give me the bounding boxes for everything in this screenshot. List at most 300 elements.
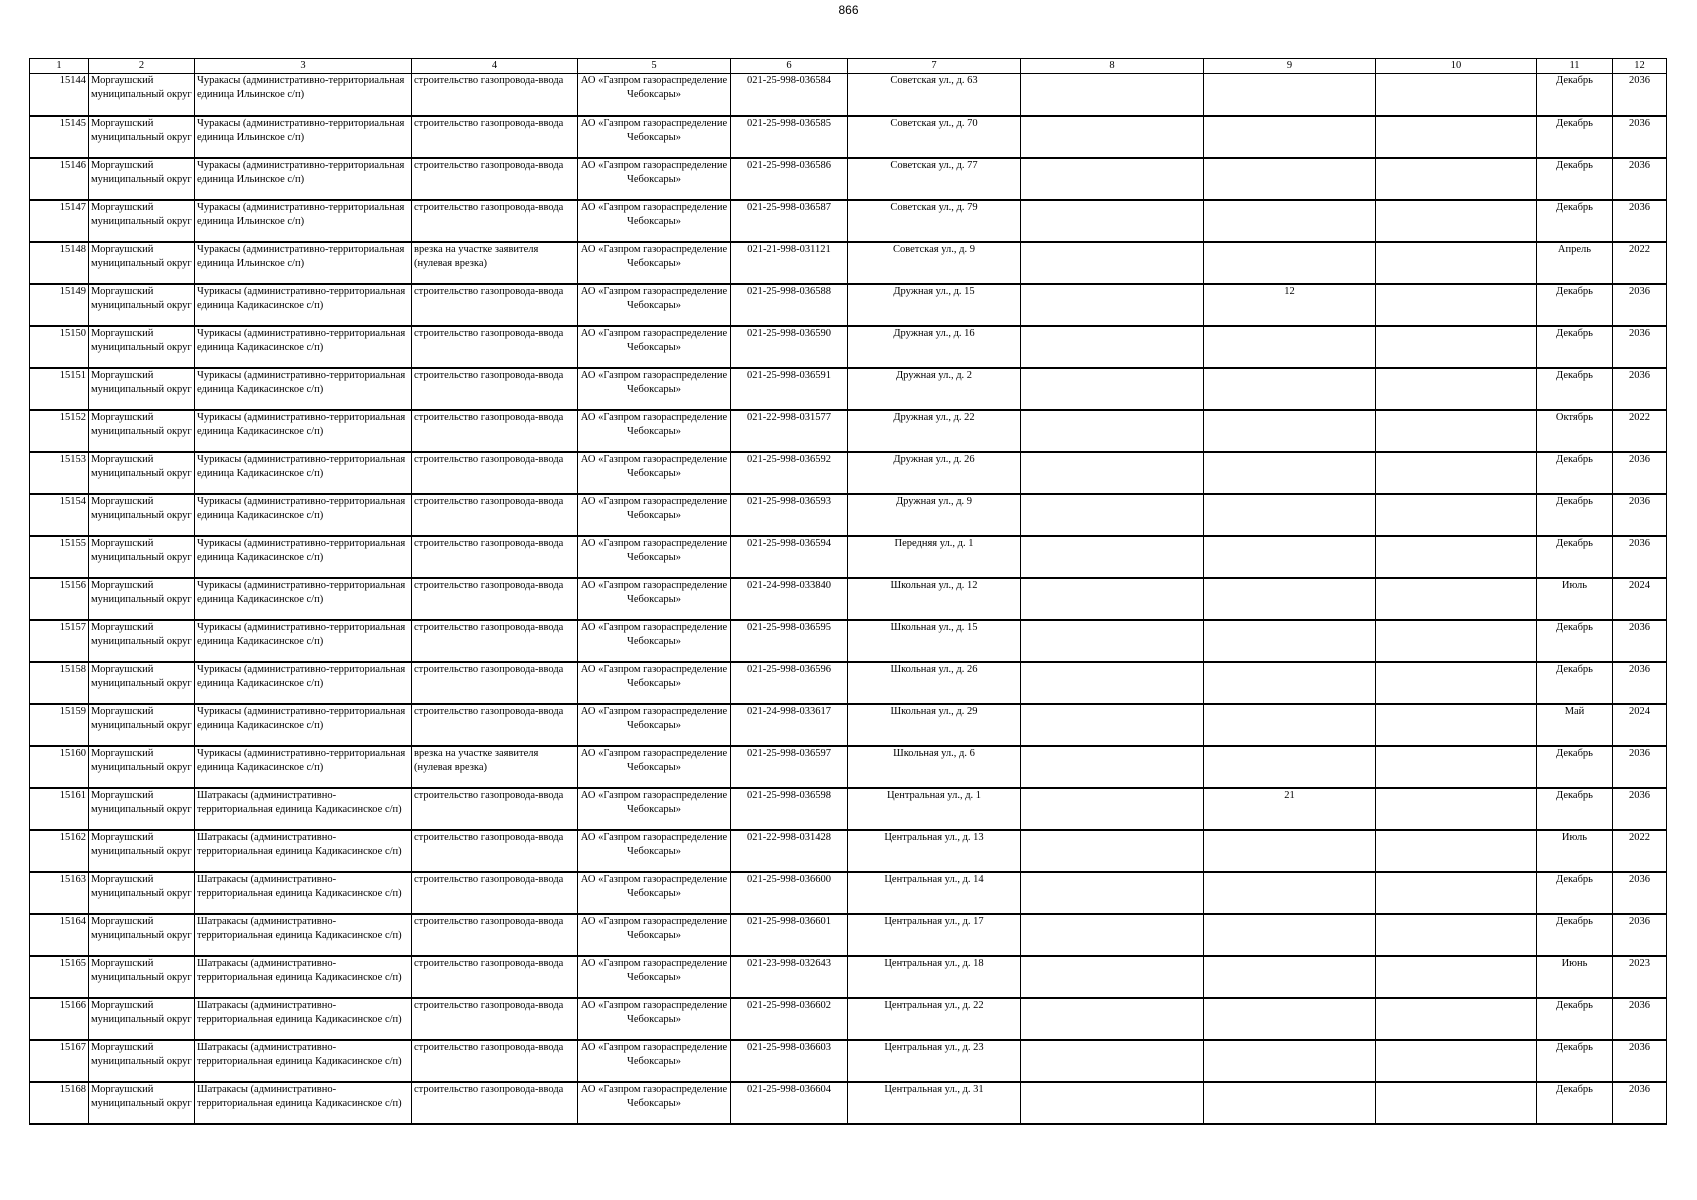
work-type-cell-text: строительство газопровода-ввода: [414, 999, 564, 1011]
district-cell: [89, 452, 195, 494]
organization-cell-text: АО «Газпром газораспределение Чебоксары»: [580, 495, 728, 521]
column-9-cell: [1204, 746, 1376, 788]
object-code-cell: [731, 662, 848, 704]
address-cell: [848, 704, 1021, 746]
column-9-cell: [1204, 242, 1376, 284]
year-cell: [1613, 662, 1667, 704]
district-cell-text: Моргаушский муниципальный округ: [91, 579, 192, 605]
object-code-cell: [731, 326, 848, 368]
object-code-cell: [731, 998, 848, 1040]
settlement-cell-text: Шатракасы (административно-территориальная единица Кадикасинское с/п): [197, 1083, 402, 1109]
column-header-12: 12: [1613, 59, 1667, 74]
object-code-cell: [731, 116, 848, 158]
organization-cell: [578, 788, 731, 830]
address-cell: [848, 158, 1021, 200]
address-cell: [848, 452, 1021, 494]
district-cell-text: Моргаушский муниципальный округ: [91, 75, 192, 100]
table-row: [30, 956, 1667, 998]
address-cell-text: Дружная ул., д. 15: [893, 285, 975, 297]
district-cell-text: Моргаушский муниципальный округ: [91, 873, 192, 899]
month-cell-text: Декабрь: [1556, 999, 1593, 1011]
month-cell: [1537, 830, 1613, 872]
settlement-cell: [195, 746, 412, 788]
record-number: [30, 788, 89, 830]
work-type-cell-text: строительство газопровода-ввода: [414, 117, 564, 129]
record-number: [30, 284, 89, 326]
object-code-cell: [731, 158, 848, 200]
object-code-cell: [731, 956, 848, 998]
district-cell-text: Моргаушский муниципальный округ: [91, 747, 192, 773]
column-10-cell: [1376, 494, 1537, 536]
column-header-2: 2: [89, 59, 195, 74]
month-cell: [1537, 998, 1613, 1040]
object-code-cell: [731, 74, 848, 116]
year-cell: [1613, 368, 1667, 410]
year-cell-text: 2036: [1629, 537, 1650, 549]
column-8-cell: [1021, 368, 1204, 410]
month-cell-text: Декабрь: [1556, 285, 1593, 297]
month-cell-text: Декабрь: [1556, 201, 1593, 213]
address-cell: [848, 284, 1021, 326]
object-code-cell: [731, 284, 848, 326]
month-cell-text: Июль: [1561, 579, 1588, 591]
object-code-cell: [731, 242, 848, 284]
column-header-3: 3: [195, 59, 412, 74]
year-cell-text: 2036: [1629, 327, 1650, 339]
month-cell-text: Декабрь: [1556, 1041, 1593, 1053]
month-cell: [1537, 284, 1613, 326]
work-type-cell: [412, 998, 578, 1040]
settlement-cell: [195, 956, 412, 998]
table-row: [30, 200, 1667, 242]
settlement-cell-text: Шатракасы (административно-территориальная единица Кадикасинское с/п): [197, 1041, 402, 1067]
month-cell-text: Декабрь: [1556, 159, 1593, 171]
address-cell: [848, 1040, 1021, 1082]
record-number: [30, 200, 89, 242]
settlement-cell: [195, 368, 412, 410]
address-cell-text: Школьная ул., д. 12: [890, 579, 978, 591]
address-cell: [848, 200, 1021, 242]
district-cell: [89, 620, 195, 662]
month-cell: [1537, 452, 1613, 494]
work-type-cell: [412, 284, 578, 326]
column-8-cell: [1021, 410, 1204, 452]
organization-cell-text: АО «Газпром газораспределение Чебоксары»: [580, 957, 728, 983]
object-code-cell-text: 021-25-998-036600: [747, 873, 831, 885]
year-cell: [1613, 536, 1667, 578]
object-code-cell: [731, 1082, 848, 1124]
record-number-text: 15152: [59, 411, 86, 423]
work-type-cell: [412, 368, 578, 410]
record-number: [30, 158, 89, 200]
address-cell: [848, 620, 1021, 662]
table-row: [30, 578, 1667, 620]
year-cell: [1613, 410, 1667, 452]
work-type-cell: [412, 74, 578, 116]
district-cell-text: Моргаушский муниципальный округ: [91, 831, 192, 857]
organization-cell-text: АО «Газпром газораспределение Чебоксары»: [580, 831, 728, 857]
column-9-cell: [1204, 452, 1376, 494]
organization-cell-text: АО «Газпром газораспределение Чебоксары»: [580, 915, 728, 941]
work-type-cell: [412, 452, 578, 494]
address-cell: [848, 998, 1021, 1040]
address-cell-text: Советская ул., д. 63: [890, 75, 978, 86]
address-cell-text: Центральная ул., д. 31: [884, 1083, 984, 1095]
address-cell-text: Советская ул., д. 79: [890, 201, 978, 213]
settlement-cell-text: Чуракасы (административно-территориальная единица Ильинское с/п): [197, 159, 405, 185]
column-9-cell: [1204, 368, 1376, 410]
year-cell-text: 2036: [1629, 663, 1650, 675]
year-cell-text: 2036: [1629, 201, 1650, 213]
year-cell: [1613, 998, 1667, 1040]
organization-cell: [578, 284, 731, 326]
object-code-cell-text: 021-25-998-036588: [747, 285, 831, 297]
column-10-cell: [1376, 914, 1537, 956]
month-cell: [1537, 116, 1613, 158]
district-cell-text: Моргаушский муниципальный округ: [91, 1041, 192, 1067]
year-cell-text: 2024: [1629, 705, 1650, 717]
organization-cell-text: АО «Газпром газораспределение Чебоксары»: [580, 873, 728, 899]
column-header-6: 6: [731, 59, 848, 74]
settlement-cell: [195, 242, 412, 284]
organization-cell-text: АО «Газпром газораспределение Чебоксары»: [580, 705, 728, 731]
settlement-cell: [195, 74, 412, 116]
organization-cell-text: АО «Газпром газораспределение Чебоксары»: [580, 1083, 728, 1109]
settlement-cell: [195, 872, 412, 914]
organization-cell: [578, 494, 731, 536]
work-type-cell-text: строительство газопровода-ввода: [414, 579, 564, 591]
object-code-cell-text: 021-25-998-036597: [747, 747, 831, 759]
object-code-cell-text: 021-24-998-033840: [747, 579, 831, 591]
work-type-cell: [412, 914, 578, 956]
column-9-cell: [1204, 410, 1376, 452]
record-number-text: 15147: [59, 201, 86, 213]
organization-cell: [578, 746, 731, 788]
work-type-cell-text: строительство газопровода-ввода: [414, 495, 564, 507]
year-cell-text: 2036: [1629, 999, 1650, 1011]
organization-cell-text: АО «Газпром газораспределение Чебоксары»: [580, 243, 728, 269]
month-cell: [1537, 326, 1613, 368]
column-10-cell: [1376, 242, 1537, 284]
record-number-text: 15166: [59, 999, 86, 1011]
work-type-cell-text: строительство газопровода-ввода: [414, 537, 564, 549]
column-8-cell: [1021, 830, 1204, 872]
work-type-cell: [412, 872, 578, 914]
organization-cell: [578, 620, 731, 662]
organization-cell: [578, 116, 731, 158]
year-cell-text: 2036: [1629, 495, 1650, 507]
address-cell-text: Центральная ул., д. 18: [884, 957, 984, 969]
month-cell: [1537, 662, 1613, 704]
settlement-cell: [195, 410, 412, 452]
district-cell-text: Моргаушский муниципальный округ: [91, 327, 192, 353]
settlement-cell: [195, 998, 412, 1040]
record-number: [30, 704, 89, 746]
settlement-cell-text: Шатракасы (административно-территориальная единица Кадикасинское с/п): [197, 789, 402, 815]
record-number: [30, 620, 89, 662]
table-row: [30, 116, 1667, 158]
settlement-cell-text: Шатракасы (административно-территориальная единица Кадикасинское с/п): [197, 873, 402, 899]
year-cell: [1613, 116, 1667, 158]
district-cell-text: Моргаушский муниципальный округ: [91, 369, 192, 395]
settlement-cell: [195, 158, 412, 200]
address-cell: [848, 1082, 1021, 1124]
table-row: [30, 452, 1667, 494]
column-10-cell: [1376, 1082, 1537, 1124]
column-9-cell: [1204, 536, 1376, 578]
address-cell-text: Дружная ул., д. 16: [893, 327, 975, 339]
year-cell-text: 2036: [1629, 915, 1650, 927]
column-10-cell: [1376, 746, 1537, 788]
column-header-5: 5: [578, 59, 731, 74]
column-header-10: 10: [1376, 59, 1537, 74]
table-row: [30, 830, 1667, 872]
object-code-cell: [731, 536, 848, 578]
object-code-cell-text: 021-25-998-036584: [747, 75, 831, 86]
table-row: [30, 494, 1667, 536]
year-cell-text: 2036: [1629, 621, 1650, 633]
column-10-cell: [1376, 662, 1537, 704]
address-cell-text: Центральная ул., д. 13: [884, 831, 984, 843]
district-cell-text: Моргаушский муниципальный округ: [91, 957, 192, 983]
column-10-cell: [1376, 326, 1537, 368]
column-8-cell: [1021, 242, 1204, 284]
district-cell: [89, 662, 195, 704]
column-8-cell: [1021, 284, 1204, 326]
organization-cell-text: АО «Газпром газораспределение Чебоксары»: [580, 117, 728, 143]
record-number: [30, 914, 89, 956]
object-code-cell-text: 021-25-998-036595: [747, 621, 831, 633]
address-cell: [848, 956, 1021, 998]
record-number-text: 15144: [59, 75, 86, 86]
district-cell-text: Моргаушский муниципальный округ: [91, 201, 192, 227]
year-cell-text: 2036: [1629, 789, 1650, 801]
settlement-cell-text: Чурикасы (административно-территориальная единица Кадикасинское с/п): [197, 747, 406, 773]
district-cell-text: Моргаушский муниципальный округ: [91, 285, 192, 311]
organization-cell-text: АО «Газпром газораспределение Чебоксары»: [580, 747, 728, 773]
organization-cell-text: АО «Газпром газораспределение Чебоксары»: [580, 453, 728, 479]
object-code-cell: [731, 200, 848, 242]
column-9-cell: [1204, 116, 1376, 158]
work-type-cell: [412, 704, 578, 746]
column-8-cell: [1021, 662, 1204, 704]
object-code-cell-text: 021-25-998-036587: [747, 201, 831, 213]
month-cell-text: Декабрь: [1556, 915, 1593, 927]
settlement-cell: [195, 536, 412, 578]
table-row: [30, 536, 1667, 578]
settlement-cell-text: Шатракасы (административно-территориальная единица Кадикасинское с/п): [197, 957, 402, 983]
record-number-text: 15163: [59, 873, 86, 885]
month-cell: [1537, 956, 1613, 998]
year-cell-text: 2036: [1629, 369, 1650, 381]
year-cell: [1613, 284, 1667, 326]
month-cell: [1537, 158, 1613, 200]
table-row: [30, 326, 1667, 368]
object-code-cell: [731, 410, 848, 452]
year-cell: [1613, 200, 1667, 242]
district-cell: [89, 536, 195, 578]
column-10-cell: [1376, 872, 1537, 914]
column-9-cell: [1204, 914, 1376, 956]
year-cell-text: 2022: [1629, 243, 1650, 255]
table-row: [30, 788, 1667, 830]
record-number-text: 15151: [59, 369, 86, 381]
column-8-cell: [1021, 998, 1204, 1040]
record-number-text: 15156: [59, 579, 86, 591]
organization-cell: [578, 452, 731, 494]
object-code-cell-text: 021-25-998-036598: [747, 789, 831, 801]
record-number: [30, 74, 89, 116]
year-cell-text: 2036: [1629, 1041, 1650, 1053]
district-cell-text: Моргаушский муниципальный округ: [91, 243, 192, 269]
district-cell: [89, 326, 195, 368]
settlement-cell-text: Шатракасы (административно-территориальная единица Кадикасинское с/п): [197, 999, 402, 1025]
register-body: [30, 74, 1667, 1124]
district-cell-text: Моргаушский муниципальный округ: [91, 537, 192, 563]
district-cell: [89, 956, 195, 998]
work-type-cell: [412, 662, 578, 704]
work-type-cell: [412, 956, 578, 998]
settlement-cell-text: Чурикасы (административно-территориальная единица Кадикасинское с/п): [197, 285, 406, 311]
record-number-text: 15162: [59, 831, 86, 843]
district-cell: [89, 494, 195, 536]
month-cell: [1537, 1082, 1613, 1124]
address-cell-text: Передняя ул., д. 1: [894, 537, 974, 549]
month-cell-text: Май: [1564, 705, 1585, 717]
object-code-cell-text: 021-22-998-031428: [747, 831, 831, 843]
month-cell-text: Декабрь: [1556, 117, 1593, 129]
district-cell: [89, 998, 195, 1040]
organization-cell-text: АО «Газпром газораспределение Чебоксары»: [580, 75, 728, 100]
work-type-cell-text: строительство газопровода-ввода: [414, 327, 564, 339]
address-cell-text: Советская ул., д. 9: [893, 243, 975, 255]
record-number: [30, 410, 89, 452]
object-code-cell-text: 021-25-998-036590: [747, 327, 831, 339]
organization-cell: [578, 662, 731, 704]
column-10-cell: [1376, 452, 1537, 494]
address-cell: [848, 242, 1021, 284]
settlement-cell-text: Чурикасы (административно-территориальная единица Кадикасинское с/п): [197, 327, 406, 353]
address-cell-text: Дружная ул., д. 22: [893, 411, 975, 423]
object-code-cell: [731, 746, 848, 788]
year-cell: [1613, 956, 1667, 998]
work-type-cell: [412, 620, 578, 662]
month-cell: [1537, 620, 1613, 662]
column-9-cell: [1204, 494, 1376, 536]
record-number-text: 15157: [59, 621, 86, 633]
address-cell: [848, 326, 1021, 368]
settlement-cell: [195, 116, 412, 158]
month-cell-text: Декабрь: [1556, 537, 1593, 549]
column-9-cell: [1204, 284, 1376, 326]
column-8-cell: [1021, 788, 1204, 830]
record-number: [30, 746, 89, 788]
column-10-cell: [1376, 368, 1537, 410]
address-cell-text: Центральная ул., д. 14: [884, 873, 984, 885]
record-number: [30, 956, 89, 998]
column-8-cell: [1021, 704, 1204, 746]
district-cell: [89, 578, 195, 620]
object-code-cell-text: 021-25-998-036603: [747, 1041, 831, 1053]
year-cell: [1613, 1040, 1667, 1082]
column-header-1: 1: [30, 59, 89, 74]
month-cell-text: Декабрь: [1556, 327, 1593, 339]
column-8-cell: [1021, 116, 1204, 158]
address-cell-text: Школьная ул., д. 26: [890, 663, 978, 675]
organization-cell: [578, 998, 731, 1040]
district-cell: [89, 200, 195, 242]
settlement-cell-text: Чурикасы (административно-территориальная единица Кадикасинское с/п): [197, 537, 406, 563]
address-cell-text: Центральная ул., д. 1: [886, 789, 982, 801]
column-9-cell: [1204, 200, 1376, 242]
district-cell-text: Моргаушский муниципальный округ: [91, 159, 192, 185]
object-code-cell: [731, 704, 848, 746]
object-code-cell: [731, 578, 848, 620]
column-header-7: 7: [848, 59, 1021, 74]
work-type-cell-text: строительство газопровода-ввода: [414, 831, 564, 843]
year-cell: [1613, 1082, 1667, 1124]
object-code-cell-text: 021-25-998-036592: [747, 453, 831, 465]
object-code-cell: [731, 620, 848, 662]
record-number: [30, 116, 89, 158]
district-cell: [89, 830, 195, 872]
settlement-cell-text: Чурикасы (административно-территориальная единица Кадикасинское с/п): [197, 621, 406, 647]
table-row: [30, 704, 1667, 746]
district-cell: [89, 116, 195, 158]
address-cell: [848, 368, 1021, 410]
address-cell-text: Дружная ул., д. 26: [893, 453, 975, 465]
record-number-text: 15153: [59, 453, 86, 465]
year-cell-text: 2022: [1629, 831, 1650, 843]
district-cell: [89, 368, 195, 410]
work-type-cell-text: строительство газопровода-ввода: [414, 1041, 564, 1053]
month-cell-text: Декабрь: [1556, 621, 1593, 633]
table-row: [30, 242, 1667, 284]
district-cell-text: Моргаушский муниципальный округ: [91, 495, 192, 521]
year-cell-text: 2022: [1629, 411, 1650, 423]
year-cell-text: 2036: [1629, 747, 1650, 759]
district-cell-text: Моргаушский муниципальный округ: [91, 663, 192, 689]
work-type-cell: [412, 830, 578, 872]
organization-cell-text: АО «Газпром газораспределение Чебоксары»: [580, 201, 728, 227]
object-code-cell: [731, 1040, 848, 1082]
work-type-cell-text: строительство газопровода-ввода: [414, 75, 564, 86]
year-cell-text: 2024: [1629, 579, 1650, 591]
column-9-cell: [1204, 1040, 1376, 1082]
work-type-cell-text: строительство газопровода-ввода: [414, 453, 564, 465]
work-type-cell-text: строительство газопровода-ввода: [414, 159, 564, 171]
settlement-cell: [195, 788, 412, 830]
table-row: [30, 410, 1667, 452]
work-type-cell-text: строительство газопровода-ввода: [414, 201, 564, 213]
settlement-cell: [195, 284, 412, 326]
year-cell: [1613, 830, 1667, 872]
column-8-cell: [1021, 494, 1204, 536]
month-cell: [1537, 704, 1613, 746]
address-cell: [848, 788, 1021, 830]
record-number-text: 15159: [59, 705, 86, 717]
month-cell: [1537, 494, 1613, 536]
work-type-cell-text: строительство газопровода-ввода: [414, 1083, 564, 1095]
district-cell: [89, 788, 195, 830]
organization-cell: [578, 914, 731, 956]
table-row: [30, 914, 1667, 956]
column-8-cell: [1021, 326, 1204, 368]
record-number-text: 15154: [59, 495, 86, 507]
settlement-cell: [195, 830, 412, 872]
organization-cell: [578, 578, 731, 620]
column-10-cell: [1376, 578, 1537, 620]
